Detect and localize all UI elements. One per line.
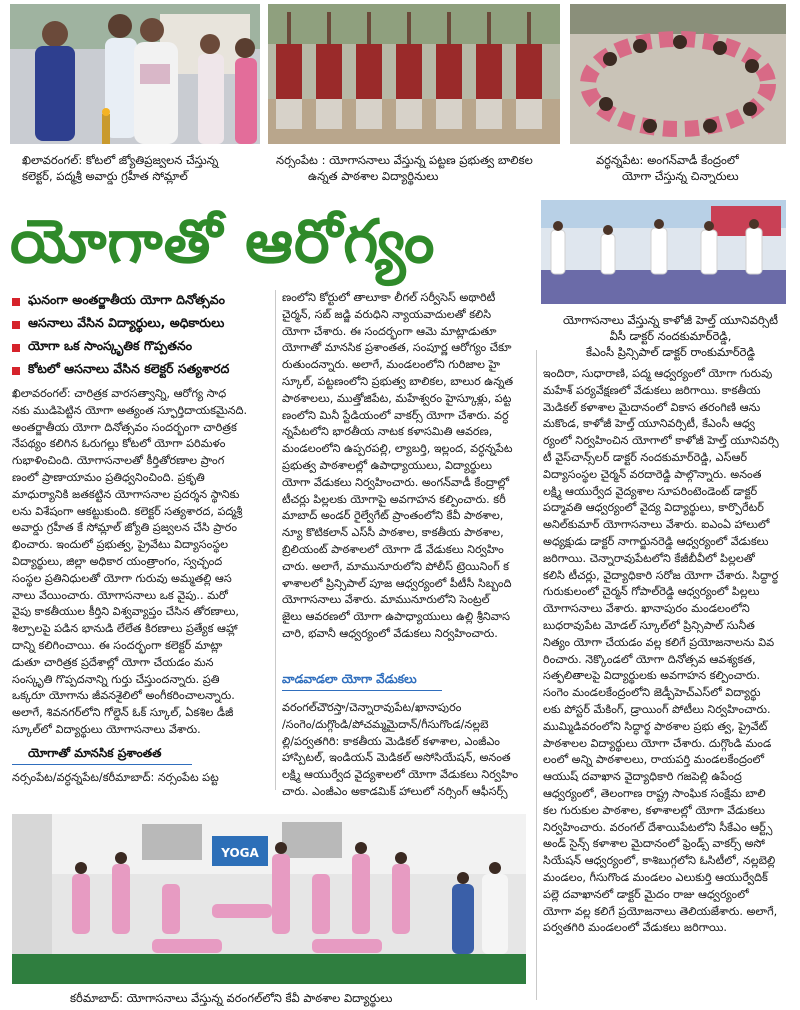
text-line: విద్యార్థులు, జిల్లా అధికార యంత్రాంగం, స్వచ్ఛంద xyxy=(12,554,223,568)
caption-fort-photo xyxy=(22,152,262,184)
text-line: ఖిలావరంగల్‌: చారిత్రక వారసత్వాన్ని, ఆరోగ్య సాధ xyxy=(12,387,227,400)
text-line: వరంగల్‌చౌరస్తా/చెన్నారావుపేట/ఖానాపురం xyxy=(282,701,462,714)
text-line: నాలు వేయించారు. యోగాసనాలు ఒక వైపు.. మరో xyxy=(12,588,228,602)
highlight-text: ఘనంగా అంతర్జాతీయ యోగా దినోత్సవం xyxy=(28,292,225,307)
text-line: న్నపేటలోని భారతీయ నాటక కళాసమితి ఆవరణ, xyxy=(282,425,493,439)
caption-line: యోగాసనాలు వేస్తున్న కాళోజీ హెల్త్‌ యూనివర్సిటీ xyxy=(562,313,779,327)
text-line: అలాగే, శివనగర్‌లోని గోల్డెన్‌ ఓక్‌ స్కూల్‌, ఏకశిల డీజీ xyxy=(12,706,234,720)
text-line: చారు. ఎంజీఎం అకాడమిక్‌ హాలులో నర్సింగ్‌ ఆఫీసర్స్‌ xyxy=(282,784,508,798)
caption-line: యోగా చేస్తున్న చిన్నారులు xyxy=(622,169,739,183)
text-line: ముమ్మిడివరంలోని సిద్ధార్థ పాఠశాల ప్రభు త్వ, ప్రైవేట్‌ xyxy=(543,719,768,733)
text-line: రించారు. నెక్కొండలో యోగా దినోత్సవ ఆవశ్యకత, xyxy=(543,652,756,666)
text-line: న్యూ కొటికలాన్‌ ఎస్‌సీ పాఠశాల, కాకతీయ పాఠశాల, xyxy=(282,526,504,540)
text-line: రుతుందన్నారు. అలాగే, మండలంలోని గురిజాల హై xyxy=(282,358,501,372)
text-line: స్కూల్‌, పట్టణంలోని ప్రభుత్వ బాలికల, బాలుర ఉన్నత xyxy=(282,374,514,388)
text-line: టీ వైస్‌చాన్స్‌లర్‌ డాక్టర్‌ నందకుమార్‌రెడ్డి, ఎస్‌ఆర్‌ xyxy=(543,450,748,464)
text-line: నకు ముడిపెట్టిన యోగా అత్యంత స్ఫూర్తిదాయకమైనది. xyxy=(12,403,248,417)
text-line: వైపు కాకతీయుల కీర్తిని విశ్వవ్యాప్తం చేసిన తోరణాలు, xyxy=(12,605,239,619)
caption-line: కలెక్టర్‌, పద్మశ్రీ అవార్డు గ్రహీత సోమ్లాల్‌ xyxy=(22,169,188,183)
yoga-sign-text: YOGA xyxy=(221,846,259,860)
caption-line: కరీమాబాద్‌: యోగాసనాలు వేస్తున్న వరంగల్‌లోని కేవీ పాఠశాల విద్యార్థులు xyxy=(70,991,393,1005)
subhead-rule xyxy=(12,764,192,765)
bullet-square-icon xyxy=(12,367,20,375)
caption-line: వీసీ డాక్టర్‌ నందకుమార్‌రెడ్డి, xyxy=(609,329,732,343)
text-line: ల్లి/పర్వతగిరి: కాకతీయ మెడికల్‌ కళాశాల, ఎంజీఎం xyxy=(282,734,500,748)
text-line: చైర్మన్‌, సబ్‌ జడ్జి వరుధిని న్యాయవాదులతో కలిసి xyxy=(282,307,492,321)
text-line: భించారు. ఇందులో ప్రభుత్వ, ప్రైవేటు విద్యాసంస్థల xyxy=(12,538,229,552)
highlight-text: కోటలో ఆసనాలు వేసిన కలెక్టర్‌ సత్యశారద xyxy=(28,361,230,376)
text-line: పాఠశాలల విద్యార్థులు యోగా చేశారు. దుగ్గొండి మండ xyxy=(543,736,772,750)
photo-anganwadi-children xyxy=(570,4,786,144)
text-line: అవార్డు గ్రహీత కే సోమ్లాల్‌ జ్యోతి ప్రజ్వలన చేసి ప్రారం xyxy=(12,521,238,535)
text-line: దాన్ని కలిగించాయి. ఈ సందర్భంగా కలెక్టర్‌ మాట్లా xyxy=(12,638,223,652)
text-line: లక్ష్మి ఆయుర్వేద వైద్యశాల సూపరింటెండెంట్‌ డాక్టర్‌ xyxy=(543,484,758,498)
text-line: టీచర్లు పిల్లలకు యోగాపై అవగాహన కల్పించారు. కరీ xyxy=(282,492,506,506)
text-line: ఆధ్వర్యంలో, తెలంగాణ రాష్ట్ర సాంఘిక సంక్షేమ బాలి xyxy=(543,786,766,800)
caption-health-university-photo xyxy=(548,312,793,360)
photo-kv-school-students xyxy=(12,814,526,984)
text-line: గురుకులంలో చైర్మన్‌ గోపాల్‌రెడ్డి ఆధ్వర్యంలో పిల్లలు xyxy=(543,585,760,599)
text-line: లంలో అన్ని పాఠశాలలు, రాయపర్తి మండలకేంద్రంలో xyxy=(543,753,765,767)
text-line: చారు. అలాగే, మామునూరులోని పోలీస్‌ ట్రెయినింగ్‌ క xyxy=(282,559,509,573)
text-line: లక్ష్మి ఆయుర్వేద వైద్యశాలలో యోగా వేడుకలు నిర్వహిం xyxy=(282,768,519,782)
caption-line: కేఎంసీ ప్రిన్సిపాల్‌ డాక్టర్‌ రాంకుమార్‌రెడ్డి xyxy=(585,345,756,359)
text-line: యోగాతో మానసిక ప్రశాంతత, సంపూర్ణ ఆరోగ్యం చేకూ xyxy=(282,341,512,355)
text-line: చారి, భవానీ ఆధ్వర్యంలో వేడుకలు నిర్వహించారు. xyxy=(282,626,498,640)
article-column-1-tail xyxy=(12,770,274,787)
highlight-item xyxy=(12,336,267,359)
page-headline: యోగాతో ఆరోగ్యం xyxy=(10,207,436,277)
article-column-2b xyxy=(282,700,530,801)
caption-line: నర్సంపేట : యోగాసనాలు వేస్తున్న పట్టణ ప్రభుత్వ బాలికల xyxy=(276,153,533,167)
text-line: యోగాసనాలు వేశారు. మామునూరులోని సెంట్రల్‌ xyxy=(282,593,490,607)
text-line: కలిసి టీచర్లు, వైద్యాధికారి సరోజ యోగా చేశారు. సిద్ధార్థ xyxy=(543,568,779,582)
caption-line: వర్ధన్నపేట: అంగన్‌వాడీ కేంద్రంలో xyxy=(596,153,739,167)
column-divider xyxy=(275,290,276,790)
text-line: ఆయుష్‌ దవాఖాన వైద్యాధికారి గజపెల్లి ఉపేంద్ర xyxy=(543,770,742,784)
text-line: అంతర్జాతీయ యోగా దినోత్సవం సందర్భంగా చారిత్రక xyxy=(12,420,237,434)
text-line: మాబాద్‌ అండర్‌ రైల్వేగేట్‌ ప్రాంతంలోని కేవీ పాఠశాల, xyxy=(282,509,504,523)
highlight-item xyxy=(12,290,267,313)
text-line: ఇందిరా, సుధారాణి, పద్మ ఆధ్వర్యంలో యోగా గురువు xyxy=(543,367,773,380)
text-line: నిత్యం యోగా చేయడం వల్ల కలిగే ప్రయోజనాలను వివ xyxy=(543,635,775,649)
photo-health-university-yoga xyxy=(541,200,786,304)
subhead-mental-peace: యోగాతో మానసిక ప్రశాంతత xyxy=(28,746,162,760)
article-column-3 xyxy=(543,366,793,937)
text-line: నేపథ్యం కలిగిన ఓరుగల్లు కోటలో యోగా పరిమళం xyxy=(12,437,226,451)
article-column-1 xyxy=(12,386,274,739)
text-line: ణంలోని మినీ స్టేడియంలో వాకర్స్‌ యోగా చేశారు. వర్ధ xyxy=(282,408,509,422)
text-line: లకు పోస్టర్‌ మేకింగ్‌, డ్రాయింగ్‌ పోటీలు నిర్వహించారు. xyxy=(543,702,771,716)
text-line: ణంలో ప్రాణాయామం ప్రతిధ్వనించింది. ప్రకృతి xyxy=(12,470,205,484)
text-line: శిల్పాలపై పడిన భానుడి లేలేత కిరణాలు ప్రత్యేక ఆహ్లా xyxy=(12,622,238,636)
text-line: కల గురుకుల పాఠశాల, కళాశాలల్లో యోగా వేడుకలు xyxy=(543,803,765,817)
text-line: సియేషన్‌ ఆధ్వర్యంలో, కాశిబుగ్గలోని ఓసిటీలో, నల్లబెల్లి xyxy=(543,854,776,868)
highlights-list xyxy=(12,290,267,382)
text-line: పర్వతగిరి మండలంలో వేడుకలు జరిగాయి. xyxy=(543,921,727,935)
text-line: లను విశేషంగా ఆకట్టుకుంది. కలెక్టర్‌ సత్యశారద, పద్మశ్రీ xyxy=(12,504,243,518)
text-line: బ్రిలియంట్‌ పాఠశాలలో యోగా డే వేడుకలు నిర్వహిం xyxy=(282,542,504,556)
text-line: యోగా వల్ల కలిగే ప్రయోజనాలు తెలియజేశారు. అలాగే, xyxy=(543,904,778,918)
text-line: ర్యంలో నిర్వహించిన యోగాలో కాళోజీ హెల్త్‌ యూనివర్సి xyxy=(543,434,779,448)
text-line: అనిల్‌కుమార్‌ యోగాసనాలు వేశారు. ఐఎంఏ హాలులో xyxy=(543,518,770,532)
text-line: గుభాళించింది. యోగాసనాలతో కీర్తితోరణాల ప్రాంగ xyxy=(12,454,225,468)
text-line: పల్లె దవాఖానలో డాక్టర్‌ మైదం రాజు ఆధ్వర్యంలో xyxy=(543,887,749,901)
text-line: సంస్థల ప్రతినిధులతో యోగా గురువు అమ్మతల్లి ఆస xyxy=(12,571,232,585)
photo-girls-school-yoga xyxy=(268,4,560,144)
bullet-square-icon xyxy=(12,298,20,306)
section-title-celebrations: వాడవాడలా యోగా వేడుకలు xyxy=(282,672,417,686)
text-line: మండలంలోని ఉప్పరపల్లి, ల్యాబర్తి, ఇల్లంద, వర్ధన్నపేట xyxy=(282,442,513,456)
text-line: పాఠశాలలు, ముత్తోజిపేట, మహేశ్వరం హైస్కూళ్లు, పట్ట xyxy=(282,391,512,405)
text-line: సంస్కృతి గొప్పదనాన్ని గుర్తు చేస్తుందన్నారు. ప్రతి xyxy=(12,672,220,686)
highlight-text: ఆసనాలు వేసిన విద్యార్థులు, అధికారులు xyxy=(28,315,225,330)
text-line: ళాశాలలో ప్రిన్సిపాల్‌ పూజ ఆధ్వర్యంలో పీటీసీ సిబ్బంది xyxy=(282,576,512,590)
column-divider xyxy=(536,350,537,1000)
caption-line: ఖిలావరంగల్‌: కోటలో జ్యోతిప్రజ్వలన చేస్తున్న xyxy=(22,153,219,167)
caption-anganwadi-photo xyxy=(596,152,796,184)
text-line: పద్మావతి ఆధ్వర్యంలో వైద్య విద్యార్థులు, కార్పొరేటర్‌ xyxy=(543,501,764,515)
text-line: అండ్‌ సైన్స్‌ కళాశాల మైదానంలో ఫ్రెండ్స్‌ వాకర్స్‌ అసో xyxy=(543,837,765,851)
text-line: ణంలోని కోర్టులో తాలూకా లీగల్‌ సర్వీసెస్‌ అథారిటీ xyxy=(282,291,496,304)
caption-line: ఉన్నత పాఠశాల విద్యార్థినులు xyxy=(308,169,439,183)
text-line: బుధరావుపేట మోడల్‌ స్కూల్‌లో ప్రిన్సిపాల్‌ సునీత xyxy=(543,618,755,632)
text-line: డుతూ చారిత్రక ప్రదేశాల్లో యోగా చేయడం మన xyxy=(12,655,214,669)
text-line: జరిగాయి. చెన్నారావుపేటలోని కేజీబీవీలో పిల్లలతో xyxy=(543,551,755,565)
text-line: మాధుర్యానికి జతకట్టిన యోగాసనాల ప్రదర్శన స్థానికు xyxy=(12,487,240,501)
text-line: అధ్యక్షుడు డాక్టర్‌ నాగార్జునరెడ్డి ఆధ్వర్యంలో వేడుకలు xyxy=(543,534,769,548)
article-column-2 xyxy=(282,290,530,643)
text-line: యోగా వేడుకలు నిర్వహించారు. అంగన్‌వాడీ కేంద్రాల్లో xyxy=(282,475,510,489)
highlight-text: యోగా ఒక సాంస్కృతిక గొప్పతనం xyxy=(28,338,193,353)
text-line: స్కూల్‌లో విద్యార్థులు యోగాసనాలు వేశారు. xyxy=(12,722,201,736)
text-line: జైలు ఆవరణలో యోగా ఉపాధ్యాయులు ఉల్లి శ్రీనివాస xyxy=(282,610,510,624)
text-line: హాస్పిటల్‌, ఇండియన్‌ మెడికల్‌ అసోసియేషన్‌, అనంత xyxy=(282,751,511,765)
text-line: యోగాసనాలు వేశారు. ఖానాపురం మండలంలోని xyxy=(543,602,750,616)
text-line: సత్ఫలితాలపై విద్యార్థులకు అవగాహన కల్పించారు. xyxy=(543,669,761,683)
bullet-square-icon xyxy=(12,321,20,329)
bullet-square-icon xyxy=(12,344,20,352)
highlight-item xyxy=(12,313,267,336)
text-line: సంగెం మండలకేంద్రంలోని జెడ్పీహెచ్‌ఎస్‌లో విద్యార్థు xyxy=(543,686,761,700)
caption-kv-school-photo xyxy=(70,990,530,1006)
text-line: ప్రభుత్వ పాఠశాలల్లో ఉపాధ్యాయులు, విద్యార్థులు xyxy=(282,458,492,472)
text-line: /సంగెం/దుగ్గొండి/పోచమ్మమైదాన్‌/గీసుగొండ/నల్లబె xyxy=(282,717,489,731)
text-line: ఒక్కరూ యోగాను జీవనశైలిలో అంగీకరించాలన్నారు. xyxy=(12,689,235,703)
text-line: మకొండ, కాళోజీ హెల్త్‌ యూనివర్సిటీ, కేఎంసీ ఆధ్వ xyxy=(543,417,755,431)
text-line: మెడికల్‌ కళాశాల మైదానంలో వికాస తరంగిణి ఆను xyxy=(543,400,761,414)
text-line: మండలం, గీసుగొండ మండలం ఎలుకుర్తి ఆయుర్వేదిక్‌ xyxy=(543,870,768,884)
text-line: నిర్వహించారు. వరంగల్‌ దేశాయిపేటలోని సీకేఎం ఆర్ట్స్‌ xyxy=(543,820,773,834)
text-line: నర్సంపేట/వర్ధన్నపేట/కరీమాబాద్‌: నర్సంపేట పట్ట xyxy=(12,771,219,784)
photo-fort-lamp-lighting xyxy=(10,4,260,144)
caption-girls-school-photo xyxy=(276,152,566,184)
text-line: విద్యాసంస్థల చైర్మన్‌ వరదారెడ్డి పాల్గొన్నారు. అనంత xyxy=(543,467,762,481)
text-line: మహేశ్‌ పర్యవేక్షణలో వేడుకలు జరిగాయి. కాకతీయ xyxy=(543,383,761,397)
section-title-rule xyxy=(282,690,442,691)
highlight-item xyxy=(12,359,267,382)
text-line: యోగా చేశారు. ఈ సందర్భంగా ఆమె మాట్లాడుతూ xyxy=(282,324,497,338)
